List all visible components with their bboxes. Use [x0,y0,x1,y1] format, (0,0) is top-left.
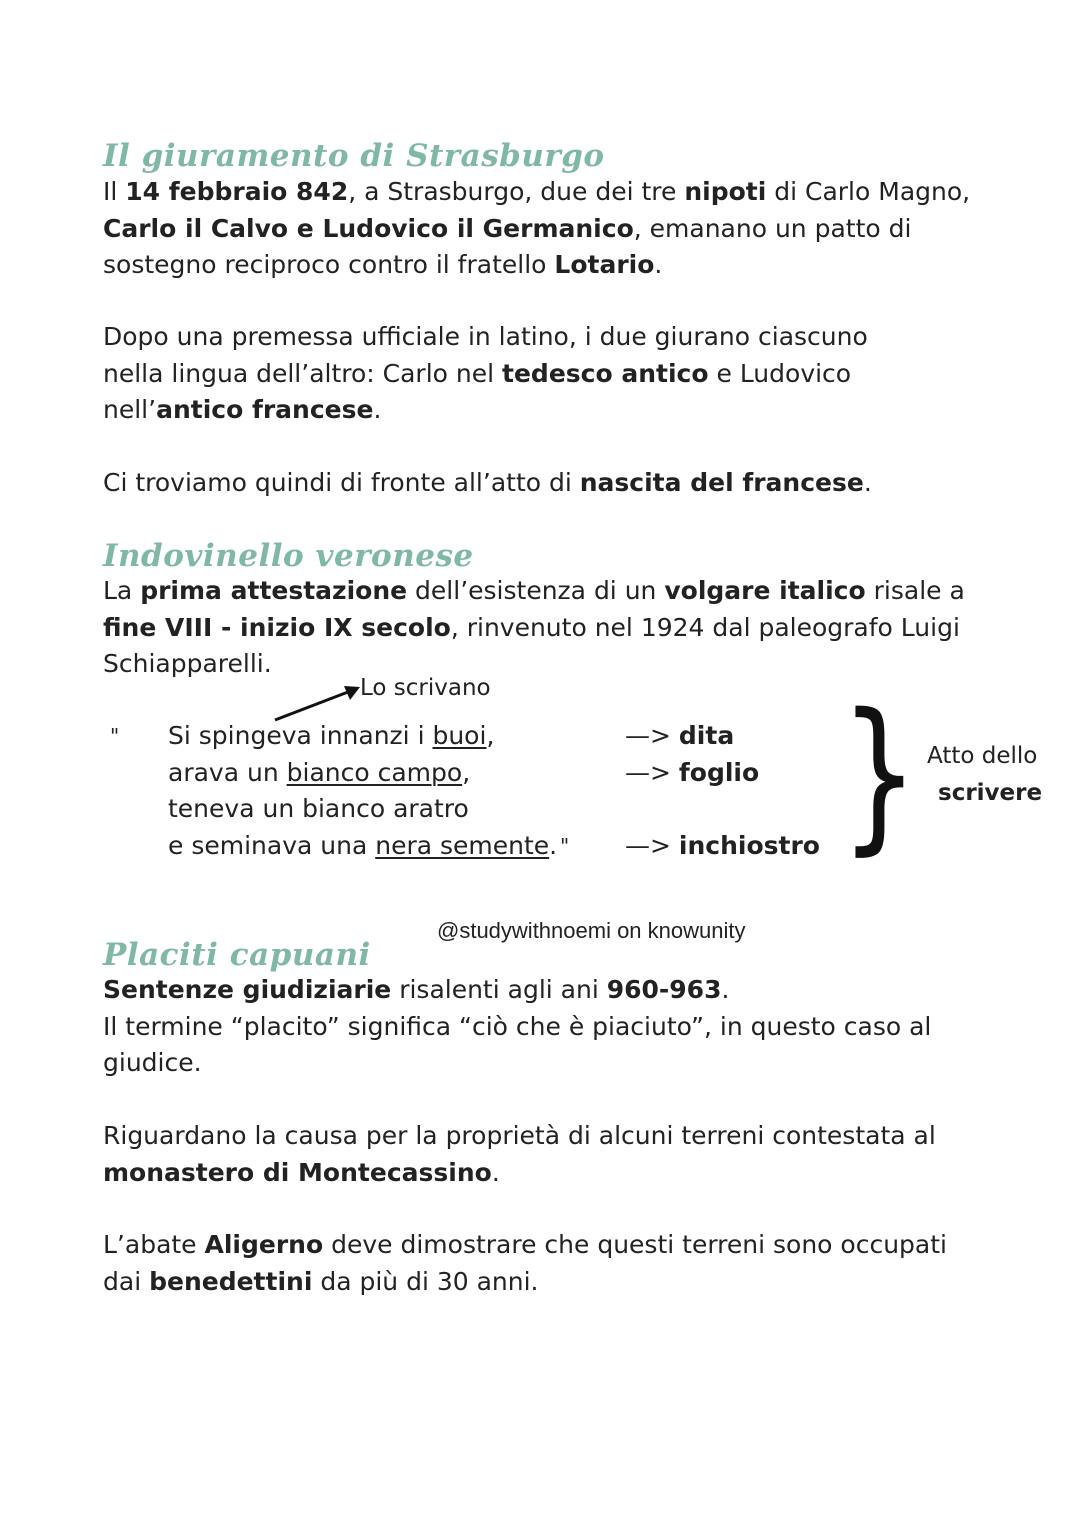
section-title-strasburgo: Il giuramento di Strasburgo [103,138,605,174]
brace-label-atto: Atto dello [927,743,1038,769]
curly-brace-icon: } [840,678,919,870]
poem-line-4: e seminava una nera semente. [168,830,558,860]
poem-line-2: arava un bianco campo, [168,757,471,787]
poem-line-3: teneva un bianco aratro [168,794,469,823]
paragraph-strasburgo-oath: Dopo una premessa ufficiale in latino, i due giurano ciascuno nella lingua dell’altro: Carlo nel tedesco antico e Ludovico nell’antico francese. [103,322,868,424]
annotation-lo-scrivano: Lo scrivano [360,675,491,701]
paragraph-placiti-cause: Riguardano la causa per la proprietà di alcuni terreni contestata al monastero di Montecassino. [103,1121,936,1187]
brace-label-scrivere: scrivere [938,780,1043,806]
section-title-placiti: Placiti capuani [103,937,371,973]
paragraph-indovinello-intro: La prima attestazione dell’esistenza di un volgare italico risale a fine VIII - inizio IX secolo, rinvenuto nel 1924 dal paleografo Luigi Schiapparelli. [103,576,965,678]
paragraph-placiti-intro: Sentenze giudiziarie risalenti agli ani 960-963. Il termine “placito” significa “ciò che è piaciuto”, in questo caso al giudice. [103,975,932,1077]
paragraph-strasburgo-birth: Ci troviamo quindi di fronte all’atto di nascita del francese. [103,468,872,497]
poem-close-quote: " [560,834,570,858]
paragraph-placiti-abbot: L’abate Aligerno deve dimostrare che questi terreni sono occupati dai benedettini da più di 30 anni. [103,1230,947,1296]
poem-open-quote: " [110,724,120,748]
credit-watermark: @studywithnoemi on knowunity [437,918,746,943]
meaning-dita: —> dita [625,721,735,750]
poem-verses [168,718,557,864]
paragraph-strasburgo-intro: Il 14 febbraio 842, a Strasburgo, due dei tre nipoti di Carlo Magno, Carlo il Calvo e Ludovico il Germanico, emanano un patto di sostegno reciproco contro il fratello Lotario. [103,177,971,279]
meaning-foglio: —> foglio [625,758,760,787]
meaning-inchiostro: —> inchiostro [625,831,820,860]
poem-line-1: Si spingeva innanzi i buoi, [168,721,495,750]
section-title-indovinello: Indovinello veronese [103,538,474,574]
